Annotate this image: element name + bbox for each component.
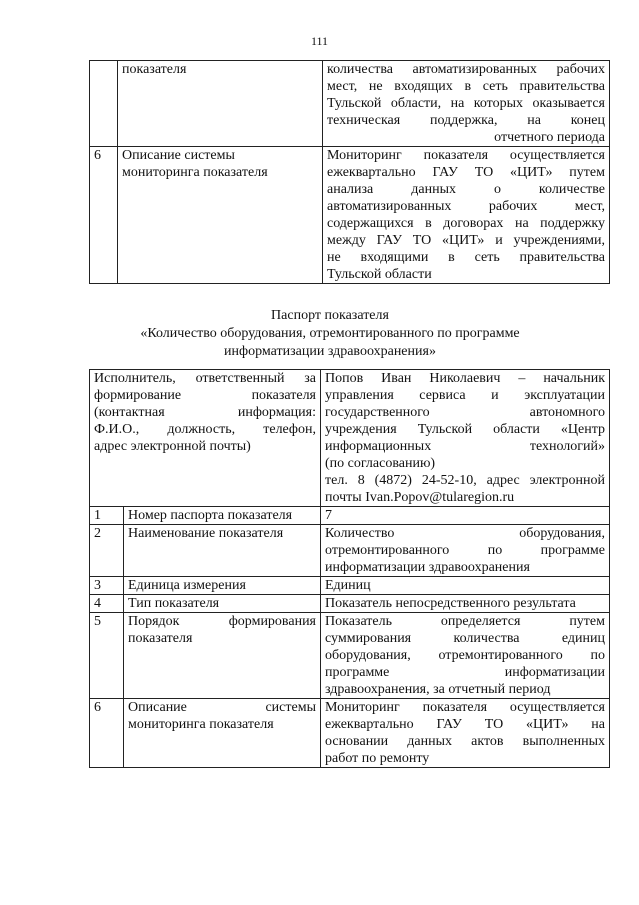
- responsible-value: [321, 370, 610, 507]
- text-line: Мониторинг показателя осуществляется: [327, 148, 605, 163]
- text-line: автоматизированных рабочих мест,: [327, 199, 605, 214]
- row-label: [124, 699, 321, 768]
- text-line: 7: [325, 508, 332, 523]
- text-line: отчетного периода: [494, 130, 605, 145]
- text-line: содержащихся в договорах на поддержку: [327, 216, 605, 231]
- text-line: Описание системы: [122, 148, 235, 163]
- text-line: не входящими в сеть правительства: [327, 250, 605, 265]
- text-line: формирование показателя: [94, 388, 316, 403]
- text-line: оборудования, отремонтированного по: [325, 648, 605, 663]
- table-row: [90, 147, 610, 284]
- text-line: Ф.И.О., должность, телефон,: [94, 422, 316, 437]
- row-value: [321, 525, 610, 577]
- table-row: [90, 507, 610, 525]
- row-value: [321, 507, 610, 525]
- text-line: программе информатизации: [325, 665, 605, 680]
- text-line: тел. 8 (4872) 24-52-10, адрес электронной: [325, 473, 605, 488]
- row-number: 2: [90, 525, 124, 577]
- passport-subtitle-line: «Количество оборудования, отремонтированного по программе: [140, 326, 520, 341]
- text-line: мест, не входящих в сеть правительства: [327, 79, 605, 94]
- row-number: 1: [90, 507, 124, 525]
- page-number: 111: [310, 34, 329, 48]
- text-line: количества автоматизированных рабочих: [327, 62, 605, 77]
- row-label: [124, 525, 321, 577]
- text-line: показателя: [128, 631, 193, 646]
- row-value: [323, 61, 610, 147]
- passport-subtitle-line: информатизации здравоохранения»: [224, 344, 436, 359]
- table-row: [90, 613, 610, 699]
- text-line: Исполнитель, ответственный за: [94, 371, 316, 386]
- text-line: Тип показателя: [128, 596, 220, 611]
- text-line: ежеквартально ГАУ ТО «ЦИТ» на: [325, 717, 605, 732]
- text-line: почты Ivan.Popov@tularegion.ru: [325, 490, 515, 505]
- text-line: Количество оборудования,: [325, 526, 605, 541]
- text-line: Тульской области: [327, 267, 432, 282]
- text-line: отремонтированного по программе: [325, 543, 605, 558]
- text-line: мониторинга показателя: [122, 165, 268, 180]
- indicator-table-continued: [89, 60, 610, 284]
- text-line: Единиц: [325, 578, 371, 593]
- row-label: [118, 147, 323, 284]
- row-value: [321, 699, 610, 768]
- row-label: [118, 61, 323, 147]
- row-value: [321, 577, 610, 595]
- text-line: адрес электронной почты): [94, 439, 251, 454]
- text-line: здравоохранения, за отчетный период: [325, 682, 551, 697]
- table-row-responsible: [90, 370, 610, 507]
- row-number: 6: [90, 147, 118, 284]
- text-line: мониторинга показателя: [128, 717, 274, 732]
- text-line: суммирования количества единиц: [325, 631, 605, 646]
- text-line: (по согласованию): [325, 456, 436, 471]
- row-number: 5: [90, 613, 124, 699]
- passport-title-block: [60, 307, 600, 361]
- responsible-label: [90, 370, 321, 507]
- text-line: (контактная информация:: [94, 405, 316, 420]
- text-line: Показатель определяется путем: [325, 614, 605, 629]
- table-row: [90, 61, 610, 147]
- text-line: Тульской области, на которых оказывается: [327, 96, 605, 111]
- table-row: [90, 577, 610, 595]
- row-label: [124, 613, 321, 699]
- text-line: показателя: [122, 62, 187, 77]
- table-row: [90, 525, 610, 577]
- text-line: Показатель непосредственного результата: [325, 596, 576, 611]
- indicator-passport-table: [89, 369, 610, 768]
- row-number: 6: [90, 699, 124, 768]
- text-line: Попов Иван Николаевич – начальник: [325, 371, 605, 386]
- table-row: [90, 595, 610, 613]
- text-line: информатизации здравоохранения: [325, 560, 530, 575]
- text-line: между ГАУ ТО «ЦИТ» и учреждениями,: [327, 233, 605, 248]
- text-line: основании данных актов выполненных: [325, 734, 605, 749]
- row-number: [90, 61, 118, 147]
- text-line: государственного автономного: [325, 405, 605, 420]
- text-line: работ по ремонту: [325, 751, 430, 766]
- row-label: [124, 577, 321, 595]
- text-line: управления сервиса и эксплуатации: [325, 388, 605, 403]
- passport-title: Паспорт показателя: [271, 308, 389, 323]
- text-line: учреждения Тульской области «Центр: [325, 422, 605, 437]
- row-label: [124, 595, 321, 613]
- text-line: техническая поддержка, на конец: [327, 113, 605, 128]
- table-row: [90, 699, 610, 768]
- text-line: информационных технологий»: [325, 439, 605, 454]
- row-value: [321, 613, 610, 699]
- row-number: 3: [90, 577, 124, 595]
- row-label: [124, 507, 321, 525]
- text-line: анализа данных о количестве: [327, 182, 605, 197]
- text-line: Описание системы: [128, 700, 316, 715]
- text-line: ежеквартально ГАУ ТО «ЦИТ» путем: [327, 165, 605, 180]
- text-line: Номер паспорта показателя: [128, 508, 293, 523]
- row-value: [321, 595, 610, 613]
- row-number: 4: [90, 595, 124, 613]
- text-line: Единица измерения: [128, 578, 246, 593]
- text-line: Порядок формирования: [128, 614, 316, 629]
- row-value: [323, 147, 610, 284]
- text-line: Наименование показателя: [128, 526, 284, 541]
- text-line: Мониторинг показателя осуществляется: [325, 700, 605, 715]
